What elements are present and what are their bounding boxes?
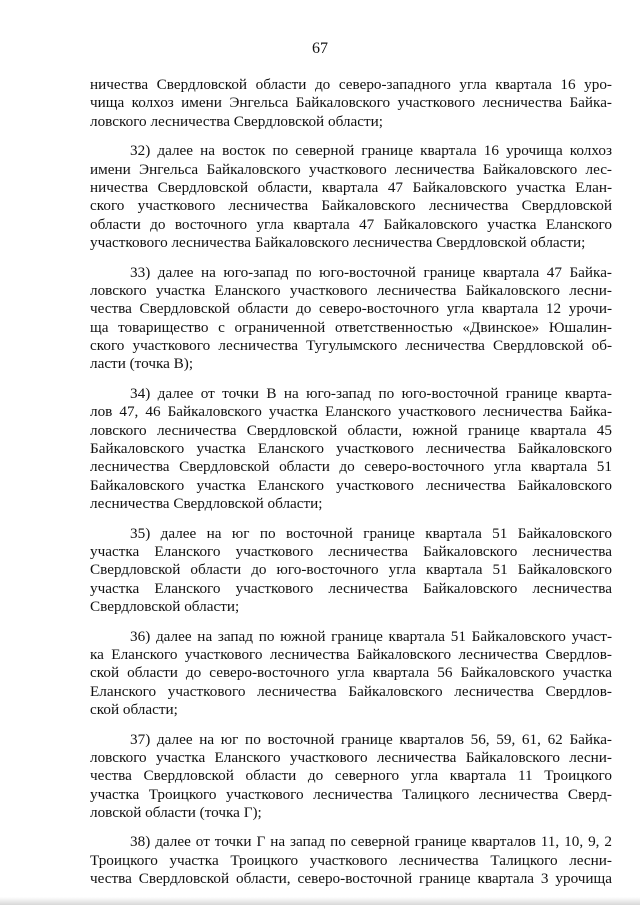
text-line: ской области до северо-восточного угла квартала 56 Байкаловского участка bbox=[90, 664, 612, 682]
page-number: 67 bbox=[312, 40, 328, 57]
text-line: лов 47, 46 Байкаловского участка Еланского участкового лесничества Байка- bbox=[90, 403, 612, 421]
text-line: ловской области (точка Г); bbox=[90, 804, 262, 822]
paragraph bbox=[90, 833, 612, 888]
text-line: Троицкого участка Троицкого участкового лесничества Талицкого лесни- bbox=[90, 851, 612, 869]
text-line: Свердловской области до юго-восточного угла квартала 51 Байкаловского bbox=[90, 561, 612, 579]
text-line: 33) далее на юго-запад по юго-восточной границе квартала 47 Байка- bbox=[130, 263, 612, 281]
text-line: ской области; bbox=[90, 701, 178, 719]
text-line: Еланского участкового лесничества Байкаловского лесничества Свердлов- bbox=[90, 682, 612, 700]
document-body bbox=[90, 76, 612, 900]
text-line: ласти (точка В); bbox=[90, 355, 194, 373]
text-line: чества Свердловской области до северного угла квартала 11 Троицкого bbox=[90, 767, 612, 785]
text-line: 32) далее на восток по северной границе квартала 16 урочища колхоз bbox=[130, 142, 612, 160]
paragraph bbox=[90, 385, 612, 514]
text-line: ка Еланского участкового лесничества Байкаловского лесничества Свердлов- bbox=[90, 645, 612, 663]
text-line: 37) далее на юг по восточной границе кварталов 56, 59, 61, 62 Байка- bbox=[130, 730, 612, 748]
paragraph bbox=[90, 525, 612, 617]
text-line: участка Еланского участкового лесничества Байкаловского лесничества bbox=[90, 542, 612, 560]
paragraph bbox=[90, 76, 612, 131]
text-line: 38) далее от точки Г на запад по северной границе кварталов 11, 10, 9, 2 bbox=[130, 833, 612, 851]
text-line: участка Еланского участкового лесничества Байкаловского лесничества bbox=[90, 579, 612, 597]
text-line: Байкаловского участка Еланского участкового лесничества Байкаловского bbox=[90, 476, 612, 494]
text-line: Байкаловского участка Еланского участкового лесничества Байкаловского bbox=[90, 440, 612, 458]
text-line: области до восточного угла квартала 47 Байкаловского участка Еланского bbox=[90, 215, 612, 233]
text-line: Свердловской области; bbox=[90, 598, 240, 616]
text-line: имени Энгельса Байкаловского участкового лесничества Байкаловского лес- bbox=[90, 160, 612, 178]
text-line: ловского лесничества Свердловской области; bbox=[90, 112, 383, 130]
text-line: лесничества Свердловской области до северо-восточного угла квартала 51 bbox=[90, 458, 612, 476]
text-line: чества Свердловской области до северо-восточного угла квартала 12 урочи- bbox=[90, 300, 612, 318]
paragraph bbox=[90, 731, 612, 823]
text-line: ничества Свердловской области, квартала 47 Байкаловского участка Елан- bbox=[90, 178, 612, 196]
text-line: 36) далее на запад по южной границе квартала 51 Байкаловского участ- bbox=[130, 627, 612, 645]
text-line: чища колхоз имени Энгельса Байкаловского участкового лесничества Байка- bbox=[90, 94, 612, 112]
text-line: ща товарищество с ограниченной ответственностью «Двинское» Юшалин- bbox=[90, 318, 612, 336]
text-line: 35) далее на юг по восточной границе квартала 51 Байкаловского bbox=[130, 524, 612, 542]
text-line: чества Свердловской области, северо-восточной границе квартала 3 урочища bbox=[90, 870, 612, 888]
paragraph bbox=[90, 264, 612, 374]
text-line: ского участкового лесничества Тугулымского лесничества Свердловской об- bbox=[90, 337, 612, 355]
page-bottom-edge bbox=[0, 897, 640, 905]
text-line: лесничества Свердловской области; bbox=[90, 495, 323, 513]
text-line: участкового лесничества Байкаловского лесничества Свердловской области; bbox=[90, 234, 586, 252]
paragraph bbox=[90, 628, 612, 720]
text-line: ловского лесничества Свердловской области, южной границе квартала 45 bbox=[90, 421, 612, 439]
text-line: ловского участка Еланского участкового лесничества Байкаловского лесни- bbox=[90, 281, 612, 299]
text-line: 34) далее от точки В на юго-запад по юго-восточной границе кварта- bbox=[130, 384, 612, 402]
text-line: участка Троицкого участкового лесничества Талицкого лесничества Сверд- bbox=[90, 785, 612, 803]
text-line: ского участкового лесничества Байкаловского лесничества Свердловской bbox=[90, 197, 612, 215]
text-line: ловского участка Еланского участкового лесничества Байкаловского лесни- bbox=[90, 748, 612, 766]
text-line: ничества Свердловской области до северо-западного угла квартала 16 уро- bbox=[90, 76, 612, 93]
paragraph bbox=[90, 142, 612, 252]
